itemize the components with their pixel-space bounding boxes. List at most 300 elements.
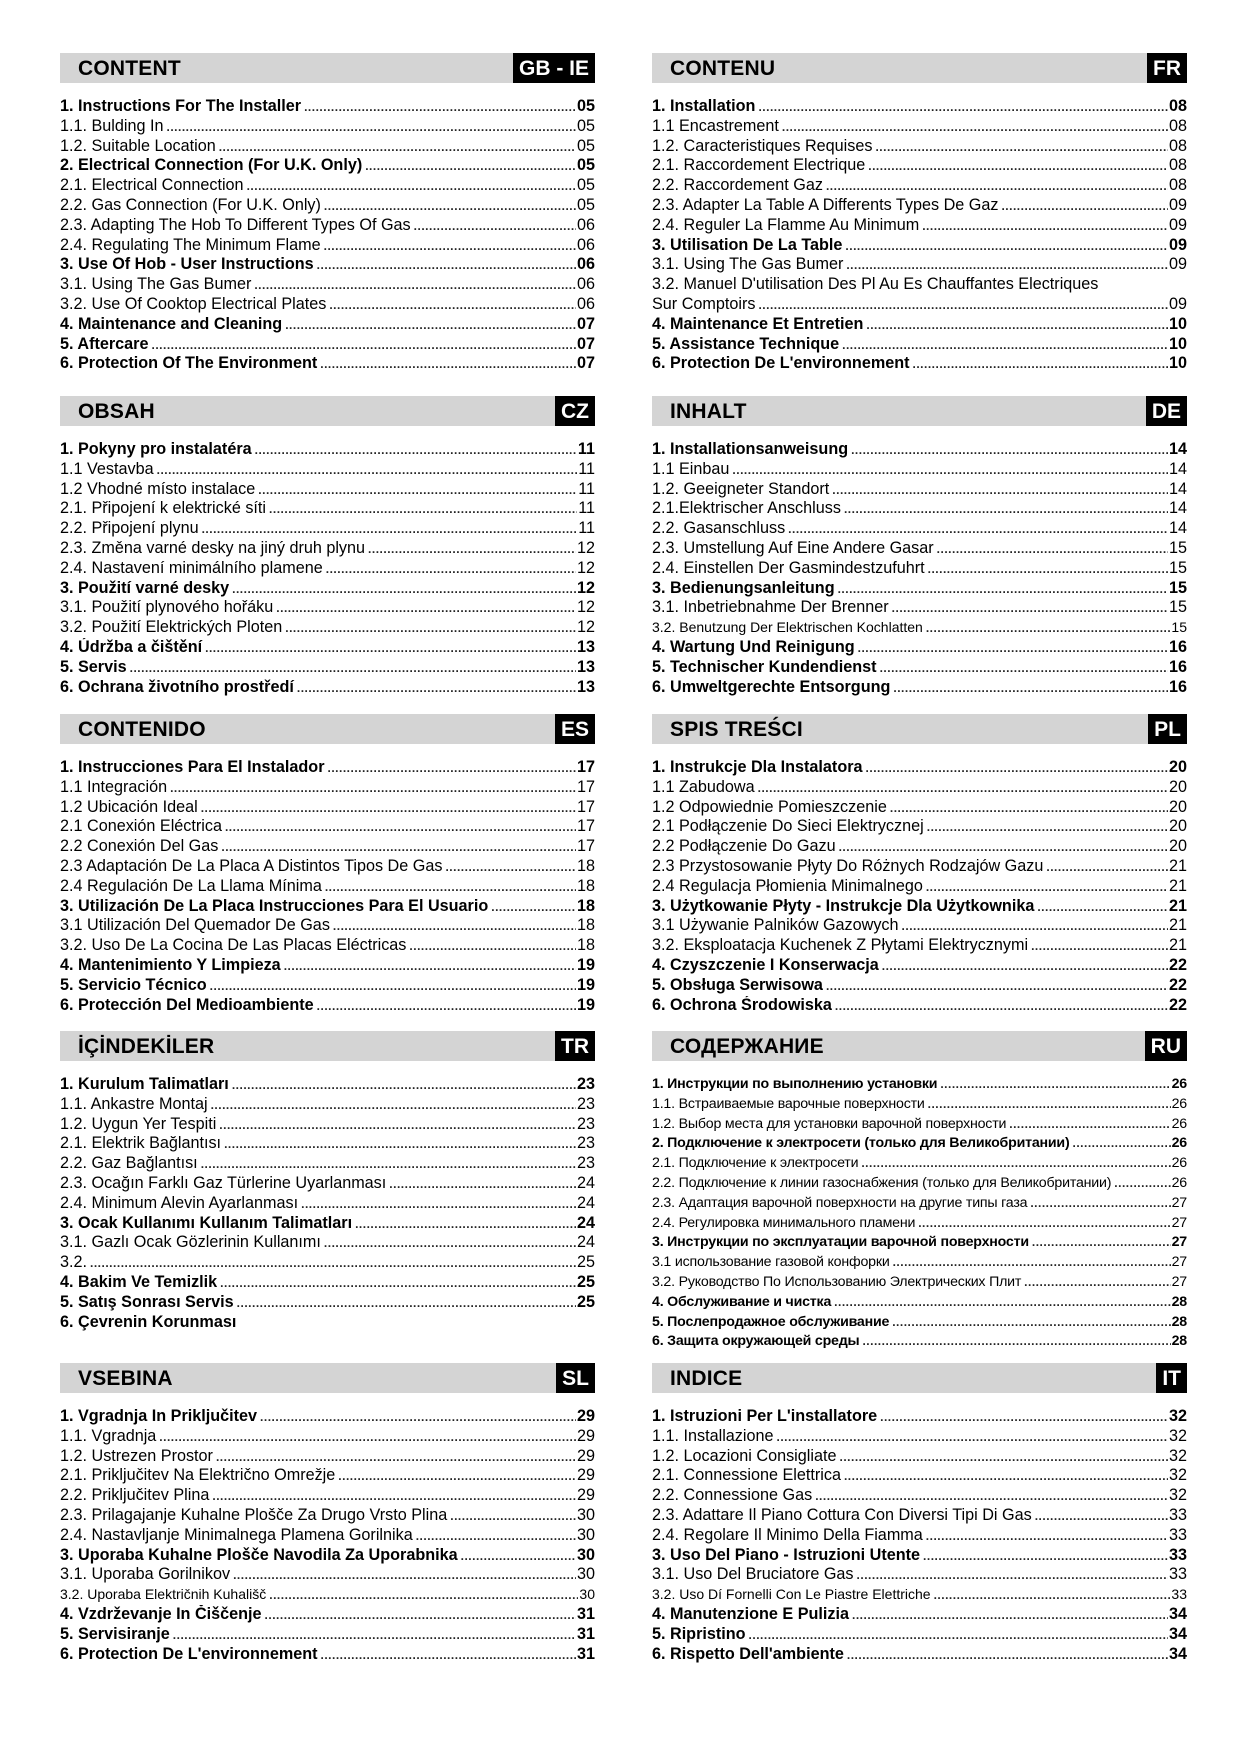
toc-entry-page-number: 14 <box>1168 519 1187 538</box>
toc-entry <box>652 1154 1187 1174</box>
toc-entry-label: 3. Uporaba Kuhalne Plošče Navodila Za Uporabnika <box>60 1545 458 1564</box>
dot-leader <box>832 481 1168 500</box>
dot-leader <box>170 779 576 798</box>
dot-leader <box>928 1095 1171 1115</box>
toc-entry <box>652 1447 1187 1467</box>
toc-entry-label: 3. Użytkowanie Płyty - Instrukcje Dla Użytkownika <box>652 896 1035 915</box>
toc-entry-page-number: 33 <box>1168 1525 1187 1544</box>
toc-entry-page-number: 33 <box>1168 1545 1187 1564</box>
toc-entry-label: 2.4. Nastavení minimálního plamene <box>60 558 323 577</box>
toc-entry-page-number: 17 <box>576 777 595 796</box>
toc-entry-label: 5. Technischer Kundendienst <box>652 657 877 676</box>
dot-leader <box>320 355 576 374</box>
dot-leader <box>1030 1194 1170 1214</box>
toc-entry-label: 1.2. Выбор места для установки варочной поверхности <box>652 1115 1007 1132</box>
toc-entry-page-number: 25 <box>576 1253 595 1272</box>
toc-entry <box>652 1273 1187 1293</box>
toc-entry <box>652 976 1187 996</box>
toc-entry-page-number: 24 <box>576 1233 595 1252</box>
toc-entry-label: 1.1 Einbau <box>652 459 730 478</box>
dot-leader <box>862 1332 1170 1352</box>
toc-entry <box>652 678 1187 698</box>
dot-leader <box>450 1507 576 1526</box>
toc-entry-label: 5. Servis <box>60 657 127 676</box>
toc-entry-page-number: 23 <box>576 1075 595 1093</box>
toc-entry-page-number: 16 <box>1168 657 1187 676</box>
toc-entry-page-number: 10 <box>1168 354 1187 373</box>
toc-entry-label: 2.3. Adapting The Hob To Different Types Of Gas <box>60 215 411 234</box>
toc-entry-page-number: 07 <box>576 334 595 353</box>
dot-leader <box>355 1215 576 1234</box>
toc-entry-page-number: 12 <box>576 558 595 577</box>
language-code-badge: IT <box>1156 1363 1187 1393</box>
toc-entry <box>60 897 595 917</box>
toc-entry <box>652 1115 1187 1135</box>
dot-leader <box>325 878 576 897</box>
toc-entry-page-number: 10 <box>1168 334 1187 353</box>
toc-entry-page-number: 06 <box>576 294 595 313</box>
dot-leader <box>461 1547 576 1566</box>
toc-entry-label: 3. Uso Del Piano - Istruzioni Utente <box>652 1545 921 1564</box>
toc-entry-label: 2.3 Adaptación De La Placa A Distintos Tipos De Gas <box>60 856 443 875</box>
toc-entry-page-number: 08 <box>1168 97 1187 115</box>
toc-entry <box>652 658 1187 678</box>
toc-entry <box>60 236 595 256</box>
toc-entry-label: 1. Инструкции по выполнению установки <box>652 1076 938 1092</box>
toc-entry-page-number: 15 <box>1171 619 1187 636</box>
toc-entry <box>652 996 1187 1016</box>
toc-entry-page-number: 27 <box>1171 1214 1187 1231</box>
toc-entry-label: 4. Údržba a čištění <box>60 637 203 656</box>
section-header <box>60 396 595 426</box>
toc-entry-page-number: 34 <box>1168 1624 1187 1643</box>
toc-entry <box>652 1293 1187 1313</box>
toc-entry <box>652 956 1187 976</box>
toc-entry <box>652 916 1187 936</box>
toc-entry <box>652 618 1187 638</box>
section-header <box>60 1031 595 1061</box>
toc-entry <box>60 817 595 837</box>
toc-entry-label: 5. Assistance Technique <box>652 334 840 353</box>
toc-entry-page-number: 29 <box>576 1426 595 1445</box>
dot-leader <box>219 138 576 157</box>
dot-leader <box>324 197 576 216</box>
toc-entry-page-number: 22 <box>1168 955 1187 974</box>
toc-entry-label: 4. Обслуживание и чистка <box>652 1293 832 1310</box>
toc-section-tr <box>60 1031 595 1332</box>
dot-leader <box>1009 1115 1170 1135</box>
dot-leader <box>875 138 1168 157</box>
toc-entry-label: 2.2. Gaz Bağlantısı <box>60 1154 198 1173</box>
dot-leader <box>258 481 577 500</box>
toc-entry <box>652 117 1187 137</box>
dot-leader <box>221 838 576 857</box>
toc-entry-page-number: 33 <box>1168 1565 1187 1584</box>
toc-entry-page-number: 30 <box>576 1525 595 1544</box>
dot-leader <box>90 1254 576 1273</box>
toc-entry-page-number: 05 <box>576 195 595 214</box>
toc-entries <box>652 440 1187 697</box>
dot-leader <box>1037 898 1168 917</box>
dot-leader <box>321 1646 576 1665</box>
toc-entry-page-number: 11 <box>577 440 595 458</box>
toc-entry <box>652 1233 1187 1253</box>
toc-entry <box>652 315 1187 335</box>
dot-leader <box>167 118 576 137</box>
toc-entries <box>652 1075 1187 1352</box>
toc-entry-page-number: 13 <box>576 657 595 676</box>
dot-leader <box>934 1586 1171 1605</box>
toc-entry <box>652 598 1187 618</box>
toc-entry <box>652 1526 1187 1546</box>
dot-leader <box>219 1116 576 1135</box>
toc-entry-label: 2.1. Připojení k elektrické síti <box>60 499 267 518</box>
toc-entry-label: 6. Защита окружающей среды <box>652 1333 860 1350</box>
toc-entry <box>60 798 595 818</box>
toc-entry-page-number: 20 <box>1168 817 1187 836</box>
toc-entry-page-number: 05 <box>576 176 595 195</box>
toc-entry-label: 2.4. Minimum Alevin Ayarlanması <box>60 1193 299 1212</box>
dot-leader <box>260 1408 576 1427</box>
toc-entry-page-number: 34 <box>1168 1604 1187 1623</box>
dot-leader <box>882 957 1168 976</box>
dot-leader <box>1024 1273 1170 1293</box>
toc-entry-label: 2.4 Regulacja Płomienia Minimalnego <box>652 876 923 895</box>
toc-entry-label: 2.4. Reguler La Flamme Au Minimum <box>652 215 920 234</box>
toc-entry-label: 1.2 Odpowiednie Pomieszczenie <box>652 797 887 816</box>
toc-entry-label: 3.2. Eksploatacja Kuchenek Z Płytami Elektrycznymi <box>652 936 1029 955</box>
dot-leader <box>937 540 1168 559</box>
toc-entry-page-number: 24 <box>576 1213 595 1232</box>
toc-entry <box>652 1075 1187 1095</box>
dot-leader <box>201 1155 576 1174</box>
toc-entry-label: 3. Utilización De La Placa Instrucciones Para El Usuario <box>60 896 489 915</box>
dot-leader <box>913 355 1168 374</box>
toc-entry-page-number: 16 <box>1168 677 1187 696</box>
section-title: INHALT <box>670 400 747 423</box>
toc-entry <box>60 1194 595 1214</box>
toc-entry-label: 1.2. Locazioni Consigliate <box>652 1446 837 1465</box>
dot-leader <box>926 1527 1168 1546</box>
toc-entry <box>652 638 1187 658</box>
toc-entry-page-number: 26 <box>1171 1076 1187 1092</box>
toc-entry-page-number: 11 <box>578 459 595 478</box>
dot-leader <box>1032 1233 1171 1253</box>
toc-entry-label: 3.1 Utilización Del Quemador De Gas <box>60 916 330 935</box>
toc-entry-label: 6. Ochrona Środowiska <box>652 995 832 1014</box>
toc-entry <box>652 1313 1187 1333</box>
toc-entry-label: 1.1 Integración <box>60 777 168 796</box>
toc-entry <box>652 176 1187 196</box>
section-title: SPIS TREŚCI <box>670 718 803 741</box>
toc-entry-label: 2.3. Umstellung Auf Eine Andere Gasar <box>652 538 934 557</box>
section-title: INDICE <box>670 1367 743 1390</box>
toc-entry <box>60 156 595 176</box>
toc-entry <box>60 1095 595 1115</box>
toc-entry-label: 2.3. Prilagajanje Kuhalne Plošče Za Drugo Vrsto Plina <box>60 1505 448 1524</box>
toc-entry-page-number: 09 <box>1168 215 1187 234</box>
toc-entry <box>60 1407 595 1427</box>
dot-leader <box>224 1135 576 1154</box>
toc-entry-label: 1. Vgradnja In Priključitev <box>60 1407 258 1425</box>
toc-entry <box>60 315 595 335</box>
toc-entry-label: 1. Instrukcje Dla Instalatora <box>652 758 863 776</box>
toc-entry-label: 1.1 Zabudowa <box>652 777 755 796</box>
toc-entry-page-number: 06 <box>576 215 595 234</box>
dot-leader <box>328 759 576 778</box>
dot-leader <box>890 799 1168 818</box>
dot-leader <box>926 878 1168 897</box>
toc-entry-page-number: 15 <box>1168 598 1187 617</box>
toc-entry <box>60 255 595 275</box>
toc-entry-label: 3.2. Руководство По Использованию Электрических Плит <box>652 1273 1022 1290</box>
dot-leader <box>1001 197 1168 216</box>
toc-section-gb <box>60 53 595 374</box>
toc-entry-label: 6. Umweltgerechte Entsorgung <box>652 677 891 696</box>
dot-leader <box>304 98 576 117</box>
toc-entry <box>652 275 1187 295</box>
toc-entry-page-number: 27 <box>1171 1273 1187 1290</box>
dot-leader <box>845 237 1168 256</box>
toc-entry-page-number: 31 <box>576 1624 595 1643</box>
section-header <box>60 1363 595 1393</box>
toc-entry <box>60 1625 595 1645</box>
toc-entry <box>60 97 595 117</box>
toc-entry-page-number: 30 <box>576 1505 595 1524</box>
toc-entry-label: 5. Послепродажное обслуживание <box>652 1313 890 1330</box>
toc-entry-label: 2. Electrical Connection (For U.K. Only) <box>60 156 363 175</box>
dot-leader <box>857 1566 1168 1585</box>
language-code-badge: SL <box>556 1363 595 1393</box>
toc-entry-label: 2.4. Regulating The Minimum Flame <box>60 235 321 254</box>
toc-entry-page-number: 12 <box>576 578 595 597</box>
toc-entries <box>60 1407 595 1664</box>
toc-entry-label: 5. Obsługa Serwisowa <box>652 975 823 994</box>
dot-leader <box>173 1626 576 1645</box>
toc-entry-label: 1.2. Ustrezen Prostor <box>60 1446 213 1465</box>
toc-entry-page-number: 13 <box>576 637 595 656</box>
toc-entry <box>60 837 595 857</box>
section-title: CONTENU <box>670 57 776 80</box>
dot-leader <box>758 296 1168 315</box>
toc-entry <box>652 97 1187 117</box>
toc-entry <box>652 196 1187 216</box>
dot-leader <box>233 1566 576 1585</box>
toc-entry-page-number: 28 <box>1171 1313 1187 1330</box>
toc-entry-label: 6. Protection Of The Environment <box>60 354 318 373</box>
toc-section-es <box>60 714 595 1015</box>
toc-entry-page-number: 10 <box>1168 314 1187 333</box>
toc-entry <box>652 1565 1187 1585</box>
toc-entry <box>652 255 1187 275</box>
toc-entry-page-number: 20 <box>1168 777 1187 796</box>
dot-leader <box>1035 1507 1168 1526</box>
toc-entry <box>60 1605 595 1625</box>
toc-entry <box>652 440 1187 460</box>
toc-section-cz <box>60 396 595 697</box>
toc-entry <box>60 1233 595 1253</box>
toc-entry-label: 5. Satış Sonrası Servis <box>60 1292 234 1311</box>
toc-entry-page-number: 32 <box>1168 1426 1187 1445</box>
toc-entry-page-number: 17 <box>576 797 595 816</box>
dot-leader <box>269 500 577 519</box>
toc-entry-label: 2.4. Nastavljanje Minimalnega Plamena Gorilnika <box>60 1525 413 1544</box>
toc-entry-label: 2.4. Регулировка минимального пламени <box>652 1214 916 1231</box>
toc-entry-page-number: 24 <box>576 1173 595 1192</box>
toc-entry-page-number: 14 <box>1168 440 1187 458</box>
toc-entry <box>60 1075 595 1095</box>
toc-entry <box>60 1585 595 1605</box>
dot-leader <box>365 157 576 176</box>
toc-entry <box>652 480 1187 500</box>
dot-leader <box>247 177 576 196</box>
toc-entry-label: 6. Protection De L'environnement <box>60 1644 318 1663</box>
toc-entry-page-number: 23 <box>576 1154 595 1173</box>
toc-entry <box>60 758 595 778</box>
toc-entry-label: 2.4 Regulación De La Llama Mínima <box>60 876 322 895</box>
toc-entry <box>652 1546 1187 1566</box>
toc-entry-label: 3. Použití varné desky <box>60 578 230 597</box>
dot-leader <box>269 1586 578 1605</box>
dot-leader <box>844 500 1168 519</box>
toc-entry <box>652 216 1187 236</box>
toc-entry <box>60 275 595 295</box>
toc-entry-page-number: 21 <box>1168 936 1187 955</box>
dot-leader <box>368 540 576 559</box>
toc-entry <box>652 1332 1187 1352</box>
toc-entry-label: 2.2. Подключение к линии газоснабжения (только для Великобритании) <box>652 1174 1112 1191</box>
toc-entry-page-number: 30 <box>579 1586 595 1603</box>
dot-leader <box>202 520 578 539</box>
toc-entry-label: 3. Ocak Kullanımı Kullanım Talimatları <box>60 1213 353 1232</box>
dot-leader <box>928 560 1168 579</box>
toc-entry <box>60 638 595 658</box>
toc-entry-page-number: 14 <box>1168 499 1187 518</box>
toc-entry <box>652 1506 1187 1526</box>
toc-entry-page-number: 11 <box>578 519 595 538</box>
toc-entry-label: 2.1. Connessione Elettrica <box>652 1466 841 1485</box>
dot-leader <box>389 1175 576 1194</box>
language-code-badge: RU <box>1145 1031 1187 1061</box>
toc-section-it <box>652 1363 1187 1664</box>
toc-entry-label: 3.1. Gazlı Ocak Gözlerinin Kullanımı <box>60 1233 321 1252</box>
dot-leader <box>333 917 576 936</box>
toc-entry <box>60 956 595 976</box>
toc-entry-label: 1.2. Uygun Yer Tespiti <box>60 1114 217 1133</box>
toc-entry-label: 2.3. Adapter La Table A Differents Types De Gaz <box>652 195 999 214</box>
toc-entry <box>652 1427 1187 1447</box>
toc-entry-label: 3.1. Using The Gas Bumer <box>652 255 844 274</box>
dot-leader <box>285 619 576 638</box>
section-header <box>60 714 595 744</box>
toc-entry-label: 2.1. Priključitev Na Električno Omrežje <box>60 1466 336 1485</box>
toc-entry-label: 2.2. Připojení plynu <box>60 519 199 538</box>
toc-entry <box>60 1313 595 1333</box>
dot-leader <box>777 1428 1168 1447</box>
toc-entry-page-number: 23 <box>576 1134 595 1153</box>
toc-entry-page-number: 17 <box>576 817 595 836</box>
toc-entry <box>60 936 595 956</box>
dot-leader <box>414 217 576 236</box>
toc-entry-label: 3.1 использование газовой конфорки <box>652 1254 890 1271</box>
toc-entry-label: 3.2. Uso De La Cocina De Las Placas Eléctricas <box>60 936 407 955</box>
toc-entry <box>652 798 1187 818</box>
toc-entry-page-number: 29 <box>576 1446 595 1465</box>
toc-entry <box>60 658 595 678</box>
toc-entry-page-number: 26 <box>1171 1115 1187 1132</box>
dot-leader <box>211 1096 576 1115</box>
toc-entry <box>652 1466 1187 1486</box>
dot-leader <box>893 679 1168 698</box>
dot-leader <box>1072 1134 1170 1154</box>
toc-entry-label: 3. Инструкции по эксплуатации варочной поверхности <box>652 1234 1029 1251</box>
toc-entry-page-number: 06 <box>576 235 595 254</box>
toc-entry-page-number: 18 <box>576 896 595 915</box>
toc-entry <box>60 1506 595 1526</box>
dot-leader <box>237 1294 576 1313</box>
dot-leader <box>732 461 1168 480</box>
toc-entry-label: 3.2. <box>60 1253 88 1272</box>
toc-entry-label: 1.1. Vgradnja <box>60 1426 157 1445</box>
toc-entry-page-number: 08 <box>1168 136 1187 155</box>
dot-leader <box>324 237 576 256</box>
toc-entry-page-number: 19 <box>576 995 595 1014</box>
toc-entry-label: 2. Подключение к электросети (только для Великобритании) <box>652 1135 1070 1152</box>
dot-leader <box>927 818 1168 837</box>
toc-entry-label: 1.1 Encastrement <box>652 116 779 135</box>
toc-entry <box>60 857 595 877</box>
toc-entry-page-number: 19 <box>576 975 595 994</box>
toc-entry-page-number: 12 <box>576 618 595 637</box>
dot-leader <box>232 580 576 599</box>
toc-entry-label: 1. Kurulum Talimatları <box>60 1075 229 1093</box>
dot-leader <box>130 659 576 678</box>
toc-entry <box>60 996 595 1016</box>
dot-leader <box>317 997 576 1016</box>
toc-entry <box>652 295 1187 315</box>
dot-leader <box>317 256 576 275</box>
toc-entry-label: 2.3 Przystosowanie Płyty Do Różnych Rodzajów Gazu <box>652 856 1044 875</box>
dot-leader <box>1031 937 1168 956</box>
toc-section-ru <box>652 1031 1187 1352</box>
language-code-badge: DE <box>1146 396 1187 426</box>
toc-entry-page-number: 18 <box>576 856 595 875</box>
toc-entry-label: 1.1. Встраиваемые варочные поверхности <box>652 1095 925 1112</box>
dot-leader <box>866 759 1168 778</box>
toc-entry-page-number: 25 <box>576 1272 595 1291</box>
toc-entry-page-number: 07 <box>576 354 595 373</box>
toc-entry-page-number: 32 <box>1168 1486 1187 1505</box>
dot-leader <box>749 1626 1168 1645</box>
toc-section-pl <box>652 714 1187 1015</box>
toc-entry-label: 1. Pokyny pro instalatéra <box>60 440 252 458</box>
dot-leader <box>151 336 576 355</box>
dot-leader <box>866 316 1168 335</box>
toc-entry-page-number: 15 <box>1168 578 1187 597</box>
toc-entry-label: 1.1. Bulding In <box>60 116 164 135</box>
toc-entry <box>60 1134 595 1154</box>
toc-entry-page-number: 33 <box>1168 1505 1187 1524</box>
toc-entry-label: 5. Servisiranje <box>60 1624 170 1643</box>
toc-entry <box>60 440 595 460</box>
toc-entry-label: 1. Instrucciones Para El Instalador <box>60 758 325 776</box>
toc-entry-label: 2.4. Regolare Il Minimo Della Fiamma <box>652 1525 923 1544</box>
toc-entry-label: 3.2. Uporaba Električnih Kuhališč <box>60 1586 267 1603</box>
toc-entry <box>60 1293 595 1313</box>
toc-entry <box>60 579 595 599</box>
toc-entry-page-number: 08 <box>1168 156 1187 175</box>
toc-entry <box>652 1095 1187 1115</box>
